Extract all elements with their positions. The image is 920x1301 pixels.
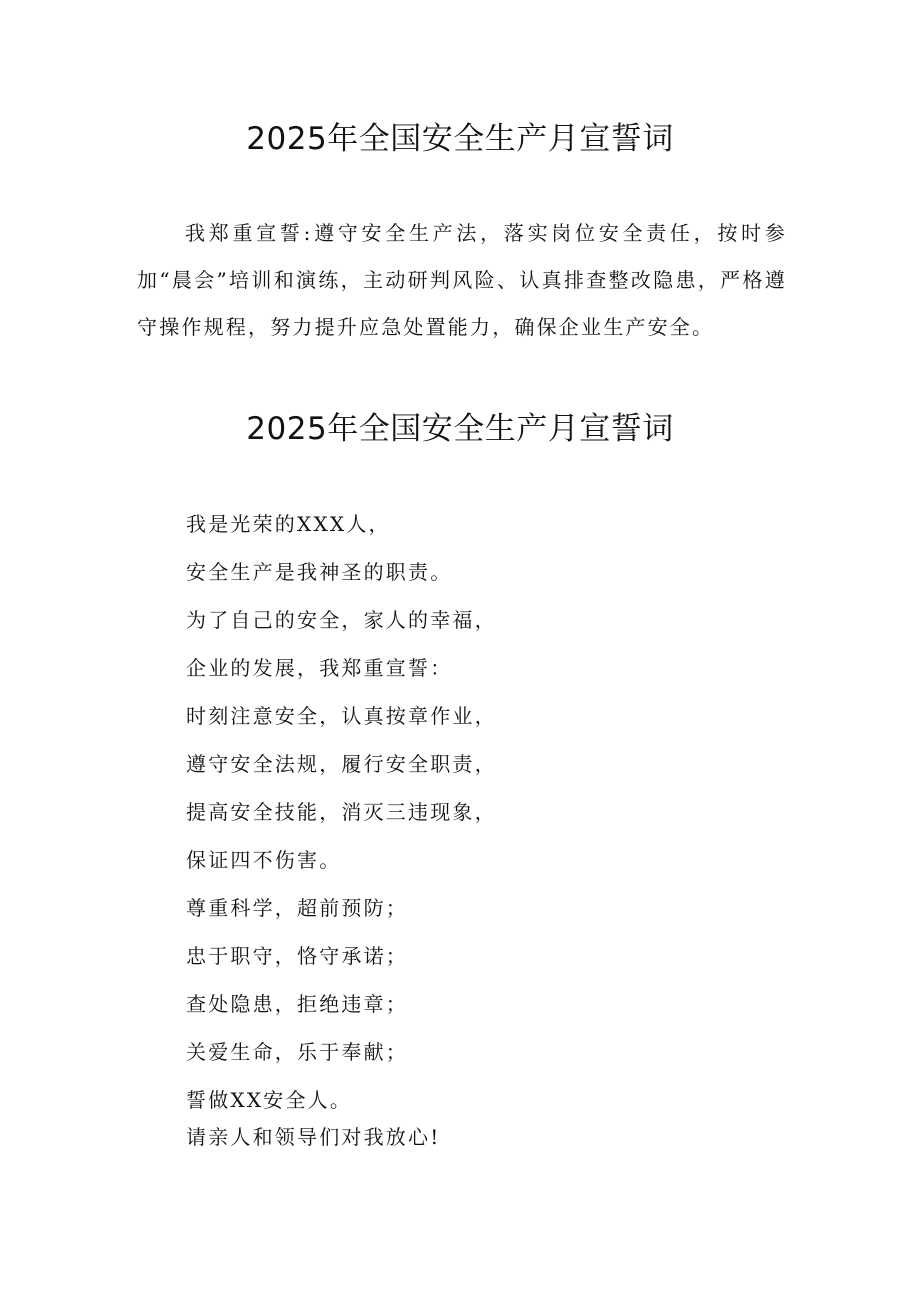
pledge-verse	[186, 512, 746, 1136]
section-2-title: 2025年全国安全生产月宣誓词	[246, 411, 674, 447]
verse-line: 提高安全技能，消灭三违现象，	[186, 800, 497, 824]
section-1-title: 2025年全国安全生产月宣誓词	[246, 121, 674, 157]
verse-line: 忠于职守，恪守承诺；	[186, 944, 408, 968]
verse-line: 为了自己的安全，家人的幸福，	[186, 608, 497, 632]
verse-line: 保证四不伤害。	[186, 848, 342, 872]
verse-line: 我是光荣的XXX人，	[186, 512, 391, 536]
pledge-verse-closing	[186, 1125, 746, 1149]
verse-line: 尊重科学，超前预防；	[186, 896, 408, 920]
verse-line: 企业的发展，我郑重宣誓：	[186, 656, 453, 680]
verse-line: 查处隐患，拒绝违章；	[186, 992, 408, 1016]
section-1-pledge-paragraph: 我郑重宣誓:遵守安全生产法，落实岗位安全责任，按时参加“晨会”培训和演练，主动研判风险、认真排查整改隐患，严格遵守操作规程，努力提升应急处置能力，确保企业生产安全。	[137, 221, 787, 339]
verse-line: 遵守安全法规，履行安全职责，	[186, 752, 497, 776]
verse-line: 安全生产是我神圣的职责。	[186, 560, 453, 584]
verse-line: 时刻注意安全，认真按章作业，	[186, 704, 497, 728]
verse-line: 誓做XX安全人。	[186, 1088, 353, 1112]
verse-line: 请亲人和领导们对我放心!	[186, 1125, 441, 1149]
verse-line: 关爱生命，乐于奉献；	[186, 1040, 408, 1064]
